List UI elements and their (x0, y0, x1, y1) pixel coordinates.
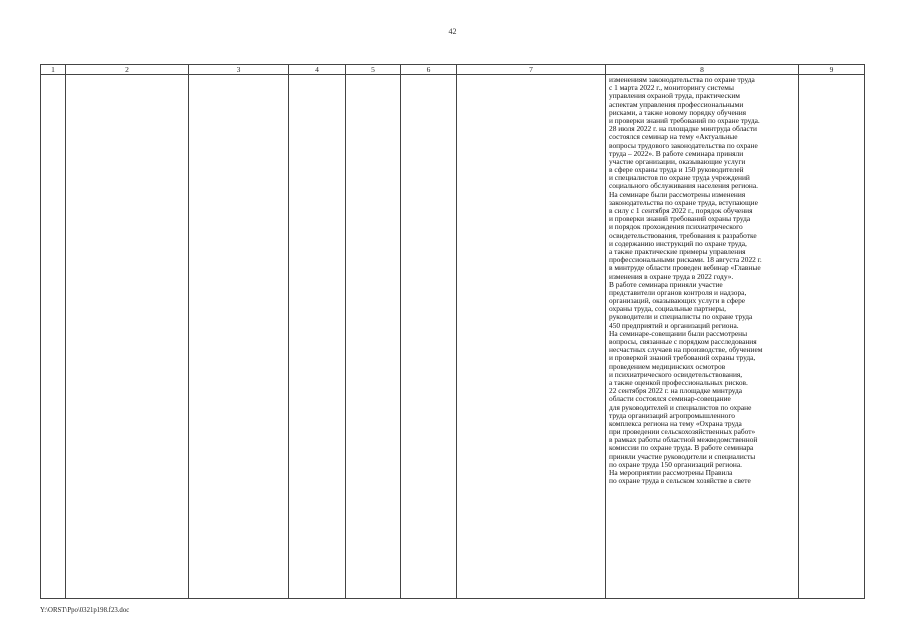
text-line: На семинаре были рассмотрены изменения (609, 189, 746, 199)
text-line: по охране труда в сельском хозяйстве в свете (609, 476, 751, 486)
text-line: и порядок прохождения психиатрического (609, 222, 743, 232)
text-line: На семинаре-совещании были рассмотрены (609, 328, 748, 338)
text-line: На мероприятии рассмотрены Правила (609, 468, 733, 477)
cell-col-2 (66, 75, 189, 599)
text-line: аспектам управления профессиональными (609, 99, 744, 109)
column-header-9: 9 (799, 65, 865, 75)
text-line: с 1 марта 2022 г., мониторингу системы (609, 83, 734, 93)
text-line: В работе семинара приняли участие (609, 279, 723, 289)
column-header-7: 7 (457, 65, 606, 75)
text-line: изменениям законодательства по охране труда (609, 75, 755, 84)
text-line: организаций, оказывающих услуги в сфере (609, 296, 746, 306)
text-line: 28 июля 2022 г. на площадке минтруда области (609, 124, 758, 134)
header-row (41, 65, 865, 75)
text-line: в силу с 1 сентября 2022 г., порядок обучения (609, 206, 753, 215)
cell-col-5 (346, 75, 401, 599)
text-line: и специалистов по охране труда учреждений (609, 173, 750, 183)
text-line: состоялся семинар на тему «Актуальные (609, 132, 738, 142)
text-line: охраны труда, социальные партнеры, (609, 304, 726, 314)
text-line: вопросы трудового законодательства по охране (609, 140, 758, 150)
text-line: а также практические примеры управления (609, 246, 746, 256)
text-line: и содержанию инструкций по охране труда, (609, 238, 747, 248)
text-line: труда – 2022». В работе семинара приняли (609, 148, 744, 158)
cell-col-6 (401, 75, 457, 599)
cell-col-4 (289, 75, 346, 599)
text-line: по охране труда 150 организаций региона. (609, 459, 742, 469)
text-line: проведением медицинских осмотров (609, 361, 726, 371)
text-line: 22 сентября 2022 г. на площадке минтруда (609, 386, 743, 396)
cell-col-9 (799, 75, 865, 599)
text-line: участие организации, оказывающие услуги (609, 156, 746, 166)
footer-file-path: Y:\ORST\Ppo\0321p198.f23.doc (40, 607, 130, 614)
text-line: при проведении сельскохозяйственных работ» (609, 427, 756, 437)
column-8-text (606, 75, 798, 485)
text-line: комиссии по охране труда. В работе семинара (609, 443, 754, 453)
text-line: в рамках работы областной межведомственной (609, 435, 758, 445)
text-line: приняли участие руководители и специалисты (609, 451, 756, 461)
text-line: и проверки знаний требований охраны труда (609, 214, 751, 224)
page-number: 42 (448, 27, 457, 36)
cell-col-3 (189, 75, 289, 599)
column-header-2: 2 (66, 65, 189, 75)
text-line: 450 предприятий и организаций региона. (609, 320, 739, 330)
text-line: а также оценкой профессиональных рисков. (609, 377, 748, 387)
text-line: комплекса региона на тему «Охрана труда (609, 418, 742, 428)
text-line: и проверки знаний требований по охране труда. (609, 115, 760, 125)
column-header-4: 4 (289, 65, 346, 75)
text-line: профессиональными рисками. 18 августа 2022 г. (609, 255, 762, 265)
text-line: для руководителей и специалистов по охране (609, 402, 752, 412)
text-line: руководители и специалисты по охране труда (609, 312, 753, 322)
column-header-6: 6 (401, 65, 457, 75)
text-line: социального обслуживания населения региона. (609, 181, 758, 191)
table-row (41, 75, 865, 599)
text-line: в минтруде области проведен вебинар «Главные (609, 263, 761, 273)
column-header-1: 1 (41, 65, 66, 75)
text-line: несчастных случаев на производстве, обучением (609, 345, 763, 355)
text-line: вопросы, связанные с порядком расследования (609, 337, 757, 346)
text-line: управления охраной труда, практическим (609, 91, 740, 101)
text-line: области состоялся семинар-совещание (609, 394, 731, 404)
text-line: представители органов контроля и надзора, (609, 287, 747, 297)
text-line: труда организаций агропромышленного (609, 410, 735, 420)
text-line: законодательства по охране труда, вступающие (609, 197, 758, 207)
report-table (40, 64, 865, 599)
text-line: рисками, а также новому порядку обучения (609, 107, 747, 117)
cell-col-7 (457, 75, 606, 599)
column-header-5: 5 (346, 65, 401, 75)
column-header-3: 3 (189, 65, 289, 75)
text-line: в сфере охраны труда и 150 руководителей (609, 165, 744, 175)
column-header-8: 8 (606, 65, 799, 75)
text-line: и психиатрического освидетельствования, (609, 369, 743, 379)
text-line: и проверкой знаний требований охраны труда, (609, 353, 756, 363)
text-line: освидетельствования, требования к разработке (609, 230, 757, 240)
text-line: изменения в охране труда в 2022 году». (609, 271, 734, 281)
cell-col-1 (41, 75, 66, 599)
cell-col-8 (606, 75, 799, 599)
